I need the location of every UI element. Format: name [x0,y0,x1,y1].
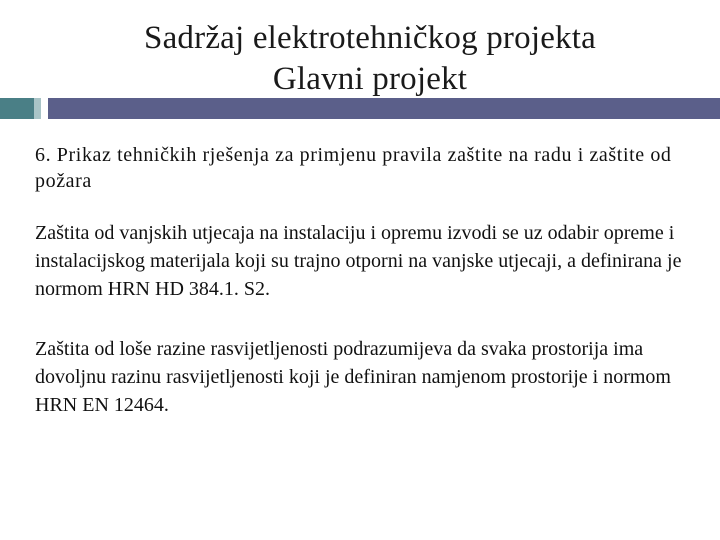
slide-title [0,18,720,100]
title-line-2: Glavni projekt [272,61,468,97]
accent-square [0,98,34,119]
paragraph-external-influences: Zaštita od vanjskih utjecaja na instalaciju i opremu izvodi se uz odabir opreme i instalacijskog materijala koji su trajno otporni na vanjske utjecaji, a definirana je normom HRN HD 384.1. S2. [35,222,682,300]
paragraph-lighting: Zaštita od loše razine rasvijetljenosti podrazumijeva da svaka prostorija ima dovoljnu razinu rasvijetljenosti koji je definiran namjenom prostorije i normom HRN EN 12464. [35,338,671,416]
section-heading: 6. Prikaz tehničkih rješenja za primjenu pravila zaštite na radu i zaštite od požara [35,144,672,192]
accent-square-light [34,98,41,119]
accent-divider-bar [48,98,720,119]
title-line-1: Sadržaj elektrotehničkog projekta [144,20,596,56]
